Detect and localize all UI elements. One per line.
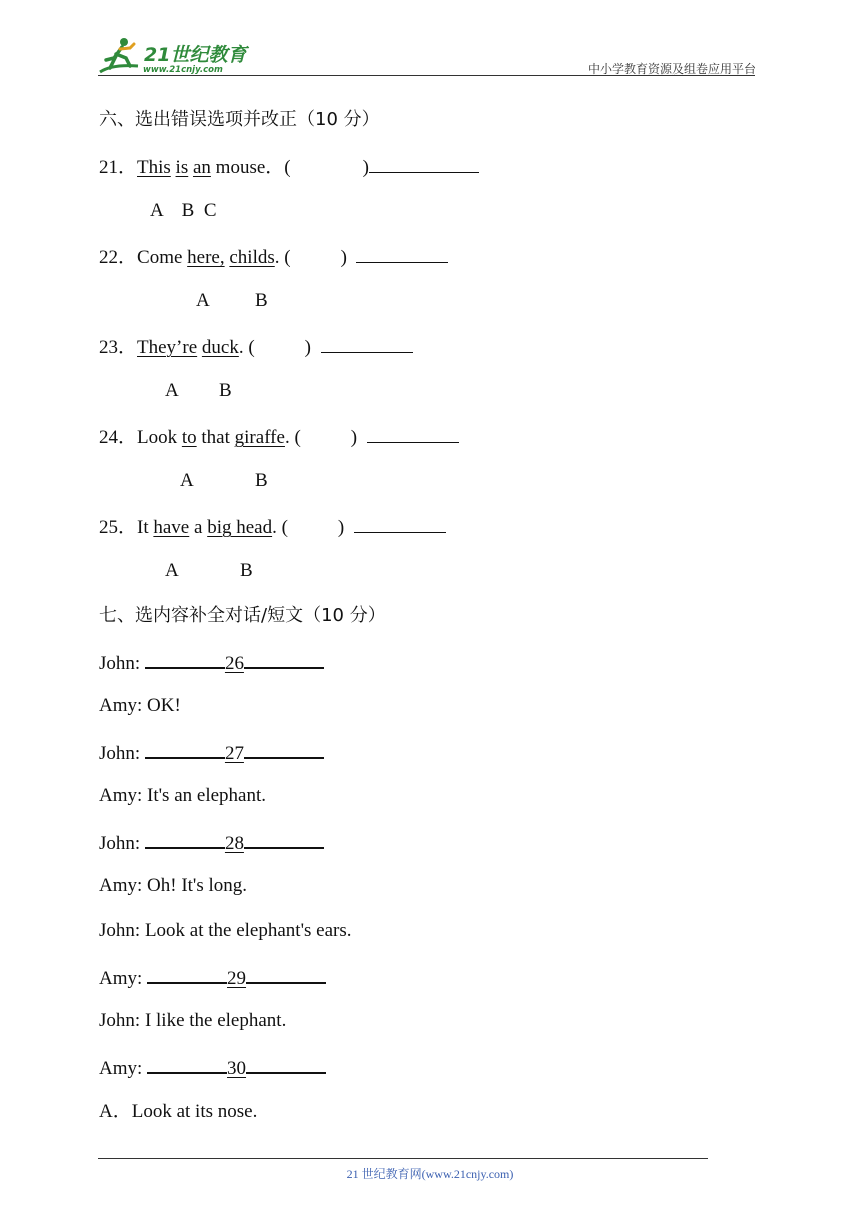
option-b-word: duck (201, 337, 239, 358)
question-23-option-a: A (165, 380, 179, 401)
dialogue-line (99, 829, 324, 856)
speaker-label: Amy: (99, 785, 143, 806)
speaker-label: John: (99, 743, 141, 764)
option-a-word: have (153, 517, 190, 538)
question-22-option-a: A (196, 290, 210, 311)
fill-blank-left[interactable] (145, 739, 225, 759)
speaker-label: Amy: (99, 695, 143, 716)
fill-blank-left[interactable] (147, 964, 227, 984)
dialogue-text: It's an elephant. (147, 785, 266, 806)
logo-text: 21世纪教育 (144, 44, 247, 66)
question-25-option-b: B (240, 560, 253, 581)
section6-title: 六、选出错误选项并改正（10 分） (99, 109, 380, 130)
question-21-options: A B C (150, 200, 217, 221)
option-a-word: here, (187, 247, 225, 268)
dialogue-line (99, 784, 266, 808)
question-number: 22． (99, 247, 138, 268)
dialogue-line (99, 1009, 286, 1033)
dialogue-text: I like the elephant. (144, 1010, 287, 1031)
dialogue-line (99, 739, 324, 766)
question-24: 24．Look to that giraffe. ( ) (99, 424, 459, 450)
option-b-word: childs (229, 247, 275, 268)
option-b-word: is (175, 157, 189, 178)
question-23: 23．They’re duck. ( ) (99, 334, 413, 360)
question-24-option-b: B (255, 470, 268, 491)
runner-logo-icon (98, 36, 142, 76)
option-a-word: They’re (137, 337, 198, 358)
blank-number: 27 (224, 743, 244, 764)
header-divider (98, 75, 755, 76)
site-logo (98, 34, 258, 78)
option-a-text: A．Look at its nose. (99, 1101, 258, 1122)
dialogue-text: OK! (147, 695, 181, 716)
blank-number: 28 (224, 833, 244, 854)
correction-blank[interactable] (367, 424, 459, 443)
question-23-option-b: B (219, 380, 232, 401)
question-number: 23． (99, 337, 138, 358)
fill-blank-right[interactable] (244, 649, 324, 669)
question-21: 21．This is an mouse．( ) (99, 154, 479, 180)
fill-blank-right[interactable] (244, 739, 324, 759)
question-24-option-a: A (180, 470, 194, 491)
speaker-label: John: (99, 833, 141, 854)
section7-title: 七、选内容补全对话/短文（10 分） (99, 605, 386, 626)
speaker-label: John: (99, 653, 141, 674)
option-a-word: to (181, 427, 197, 448)
dialogue-text: Look at the elephant's ears. (144, 920, 352, 941)
option-b-word: giraffe (234, 427, 285, 448)
fill-blank-left[interactable] (145, 829, 225, 849)
dialogue-line (99, 694, 181, 718)
footer-text: 21 世纪教育网(www.21cnjy.com) (346, 1167, 514, 1181)
fill-blank-right[interactable] (246, 964, 326, 984)
dialogue-line (99, 874, 247, 898)
blank-number: 29 (227, 968, 247, 989)
question-number: 25． (99, 517, 138, 538)
option-b-word: big head (207, 517, 273, 538)
fill-blank-left[interactable] (147, 1054, 227, 1074)
dialogue-text: Oh! It's long. (147, 875, 248, 896)
question-25-option-a: A (165, 560, 179, 581)
logo-url: www.21cnjy.com (143, 65, 223, 75)
correction-blank[interactable] (369, 154, 479, 173)
header-platform-text: 中小学教育资源及组卷应用平台 (587, 62, 756, 76)
speaker-label: John: (99, 920, 141, 941)
question-22: 22．Come here, childs. ( ) (99, 244, 448, 270)
speaker-label: Amy: (99, 968, 143, 989)
dialogue-line (99, 649, 324, 676)
correction-blank[interactable] (321, 334, 413, 353)
fill-blank-left[interactable] (145, 649, 225, 669)
question-25: 25．It have a big head. ( ) (99, 514, 446, 540)
footer-divider (98, 1158, 708, 1159)
blank-number: 30 (227, 1058, 247, 1079)
fill-blank-right[interactable] (246, 1054, 326, 1074)
option-c-word: an (192, 157, 211, 178)
question-number: 21． (99, 157, 138, 178)
speaker-label: Amy: (99, 1058, 143, 1079)
option-a-word: This (137, 157, 171, 178)
question-number: 24． (99, 427, 138, 448)
dialogue-line (99, 964, 326, 991)
speaker-label: John: (99, 1010, 141, 1031)
dialogue-line (99, 919, 351, 943)
fill-blank-right[interactable] (244, 829, 324, 849)
speaker-label: Amy: (99, 875, 143, 896)
correction-blank[interactable] (356, 244, 448, 263)
question-22-option-b: B (255, 290, 268, 311)
blank-number: 26 (224, 653, 244, 674)
correction-blank[interactable] (354, 514, 446, 533)
dialogue-line (99, 1054, 326, 1081)
